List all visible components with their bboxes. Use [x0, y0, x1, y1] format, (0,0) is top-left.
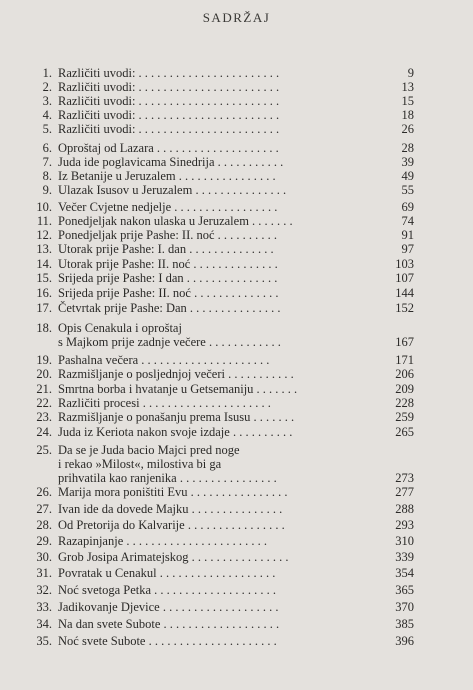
entry-page-number: 28	[401, 141, 414, 155]
entry-number: 9.	[42, 183, 52, 197]
entry-page-number: 259	[395, 410, 414, 424]
entry-title-line: Smrtna borba i hvatanje u Getsemaniju . . . . . . .	[58, 382, 298, 396]
entry-number: 11.	[36, 214, 52, 228]
toc-entry	[0, 257, 473, 271]
entry-title-line: Ulazak Isusov u Jeruzalem . . . . . . . . . . . . . . .	[58, 183, 287, 197]
toc-entry	[0, 534, 473, 548]
entry-title-line: Opis Cenakula i oproštaj	[58, 321, 182, 335]
entry-page-number: 396	[395, 634, 414, 648]
toc-entry	[0, 66, 473, 80]
entry-number: 3.	[42, 94, 52, 108]
entry-page-number: 15	[401, 94, 414, 108]
entry-number: 14.	[36, 257, 52, 271]
entry-title-line: prihvatila kao ranjenika . . . . . . . . . . . . . . . .	[58, 471, 277, 485]
entry-number: 16.	[36, 286, 52, 300]
entry-number: 33.	[36, 600, 52, 614]
entry-page-number: 9	[407, 66, 414, 80]
toc-entry	[0, 228, 473, 242]
entry-number: 34.	[36, 617, 52, 631]
entry-title-line: Utorak prije Pashe: I. dan . . . . . . . . . . . . . .	[58, 242, 274, 256]
entry-title-line: Na dan svete Subote . . . . . . . . . . . . . . . . . . .	[58, 617, 280, 631]
toc-entry	[0, 80, 473, 94]
entry-number: 31.	[36, 566, 52, 580]
toc-entry	[0, 396, 473, 410]
entry-page-number: 107	[395, 271, 414, 285]
page-title: SADRŽAJ	[202, 10, 271, 25]
entry-title-line: Različiti uvodi: . . . . . . . . . . . . . . . . . . . . . . .	[58, 66, 280, 80]
entry-number: 23.	[36, 410, 52, 424]
toc-entry	[0, 183, 473, 197]
toc-entry	[0, 321, 473, 349]
entry-title-line: Od Pretorija do Kalvarije . . . . . . . . . . . . . . . .	[58, 518, 285, 532]
entry-page-number: 26	[401, 122, 414, 136]
toc-entry	[0, 367, 473, 381]
entry-page-number: 39	[401, 155, 414, 169]
toc-entry	[0, 566, 473, 580]
entry-page-number: 91	[401, 228, 414, 242]
toc-entry	[0, 155, 473, 169]
entry-page-number: 293	[395, 518, 414, 532]
entry-number: 17.	[36, 301, 52, 315]
entry-title-line: Različiti procesi . . . . . . . . . . . . . . . . . . . . .	[58, 396, 271, 410]
entry-page-number: 167	[395, 335, 414, 349]
entry-number: 28.	[36, 518, 52, 532]
entry-title-line: Ponedjeljak nakon ulaska u Jeruzalem . . . . . . .	[58, 214, 293, 228]
entry-number: 2.	[42, 80, 52, 94]
entry-page-number: 152	[395, 301, 414, 315]
entry-title-line: Pashalna večera . . . . . . . . . . . . . . . . . . . . .	[58, 353, 270, 367]
toc-entry	[0, 600, 473, 614]
entry-number: 19.	[36, 353, 52, 367]
entry-title-line: Utorak prije Pashe: II. noć . . . . . . . . . . . . . .	[58, 257, 278, 271]
entry-number: 18.	[36, 321, 52, 335]
toc-entry	[0, 353, 473, 367]
entry-page-number: 97	[401, 242, 414, 256]
toc-entry	[0, 141, 473, 155]
toc-entry	[0, 169, 473, 183]
toc-entry	[0, 583, 473, 597]
entry-title-line: Različiti uvodi: . . . . . . . . . . . . . . . . . . . . . . .	[58, 94, 280, 108]
toc-entry	[0, 286, 473, 300]
entry-title-line: Ivan ide da dovede Majku . . . . . . . . . . . . . . .	[58, 502, 283, 516]
entry-number: 25.	[36, 443, 52, 457]
toc-entry	[0, 550, 473, 564]
entry-number: 35.	[36, 634, 52, 648]
entry-number: 6.	[42, 141, 52, 155]
entry-title-line: Razapinjanje . . . . . . . . . . . . . . . . . . . . . . .	[58, 534, 267, 548]
entry-page-number: 385	[395, 617, 414, 631]
toc-entry	[0, 485, 473, 499]
entry-page-number: 18	[401, 108, 414, 122]
entry-title-line: Večer Cvjetne nedjelje . . . . . . . . . . . . . . . . .	[58, 200, 278, 214]
toc-entry	[0, 382, 473, 396]
entry-page-number: 288	[395, 502, 414, 516]
entry-title-line: Razmišljanje o ponašanju prema Isusu . . . . . . .	[58, 410, 295, 424]
entry-page-number: 103	[395, 257, 414, 271]
toc-entry	[0, 502, 473, 516]
entry-page-number: 209	[395, 382, 414, 396]
entry-title-line: Marija mora poništiti Evu . . . . . . . . . . . . . . . .	[58, 485, 288, 499]
toc-entry	[0, 301, 473, 315]
entry-number: 13.	[36, 242, 52, 256]
entry-page-number: 365	[395, 583, 414, 597]
entry-number: 24.	[36, 425, 52, 439]
entry-number: 22.	[36, 396, 52, 410]
entry-title-line: Povratak u Cenakul . . . . . . . . . . . . . . . . . . .	[58, 566, 276, 580]
toc-entry	[0, 271, 473, 285]
entry-page-number: 310	[395, 534, 414, 548]
entry-title-line: Juda ide poglavicama Sinedrija . . . . . . . . . . .	[58, 155, 284, 169]
entry-page-number: 339	[395, 550, 414, 564]
entry-page-number: 49	[401, 169, 414, 183]
entry-number: 32.	[36, 583, 52, 597]
entry-page-number: 144	[395, 286, 414, 300]
entry-number: 12.	[36, 228, 52, 242]
entry-number: 27.	[36, 502, 52, 516]
entry-number: 21.	[36, 382, 52, 396]
entry-title-line: i rekao »Milost«, milostiva bi ga	[58, 457, 222, 471]
entry-title-line: Srijeda prije Pashe: II. noć . . . . . . . . . . . . . .	[58, 286, 279, 300]
entry-page-number: 74	[401, 214, 414, 228]
entry-number: 20.	[36, 367, 52, 381]
entry-title-line: Četvrtak prije Pashe: Dan . . . . . . . . . . . . . . .	[58, 301, 281, 315]
entry-number: 29.	[36, 534, 52, 548]
entry-title-line: s Majkom prije zadnje večere . . . . . . . . . . . .	[58, 335, 281, 349]
entry-page-number: 69	[401, 200, 414, 214]
entry-number: 7.	[42, 155, 52, 169]
entry-title-line: Noć svete Subote . . . . . . . . . . . . . . . . . . . . .	[58, 634, 277, 648]
toc-entry	[0, 242, 473, 256]
toc-entry	[0, 200, 473, 214]
entry-page-number: 206	[395, 367, 414, 381]
entry-page-number: 370	[395, 600, 414, 614]
entry-number: 26.	[36, 485, 52, 499]
toc-entry	[0, 617, 473, 631]
entry-page-number: 277	[395, 485, 414, 499]
entry-number: 1.	[42, 66, 52, 80]
toc-entry	[0, 634, 473, 648]
toc-entry	[0, 410, 473, 424]
entry-number: 15.	[36, 271, 52, 285]
entry-page-number: 273	[395, 471, 414, 485]
entry-number: 10.	[36, 200, 52, 214]
toc-entry	[0, 518, 473, 532]
toc-entry	[0, 214, 473, 228]
entry-number: 8.	[42, 169, 52, 183]
toc-entry	[0, 443, 473, 485]
entry-page-number: 55	[401, 183, 414, 197]
toc-entry	[0, 122, 473, 136]
entry-title-line: Različiti uvodi: . . . . . . . . . . . . . . . . . . . . . . .	[58, 80, 280, 94]
entry-number: 30.	[36, 550, 52, 564]
entry-title-line: Različiti uvodi: . . . . . . . . . . . . . . . . . . . . . . .	[58, 122, 280, 136]
toc-entry	[0, 425, 473, 439]
toc-entry	[0, 94, 473, 108]
entry-page-number: 265	[395, 425, 414, 439]
toc-entry	[0, 108, 473, 122]
entry-title-line: Grob Josipa Arimatejskog . . . . . . . . . . . . . . . .	[58, 550, 289, 564]
entry-title-line: Iz Betanije u Jeruzalem . . . . . . . . . . . . . . . .	[58, 169, 276, 183]
entry-title-line: Noć svetoga Petka . . . . . . . . . . . . . . . . . . . .	[58, 583, 277, 597]
entry-title-line: Jadikovanje Djevice . . . . . . . . . . . . . . . . . . .	[58, 600, 279, 614]
entry-number: 4.	[42, 108, 52, 122]
entry-page-number: 354	[395, 566, 414, 580]
entry-page-number: 228	[395, 396, 414, 410]
entry-title-line: Ponedjeljak prije Pashe: II. noć . . . . . . . . . .	[58, 228, 278, 242]
entry-number: 5.	[42, 122, 52, 136]
entry-title-line: Razmišljanje o posljednjoj večeri . . . . . . . . . . .	[58, 367, 294, 381]
entry-title-line: Srijeda prije Pashe: I dan . . . . . . . . . . . . . . .	[58, 271, 278, 285]
entry-page-number: 171	[395, 353, 414, 367]
entry-page-number: 13	[401, 80, 414, 94]
entry-title-line: Oproštaj od Lazara . . . . . . . . . . . . . . . . . . . .	[58, 141, 279, 155]
entry-title-line: Različiti uvodi: . . . . . . . . . . . . . . . . . . . . . . .	[58, 108, 280, 122]
entry-title-line: Da se je Juda bacio Majci pred noge	[58, 443, 240, 457]
entry-title-line: Juda iz Keriota nakon svoje izdaje . . . . . . . . . .	[58, 425, 293, 439]
